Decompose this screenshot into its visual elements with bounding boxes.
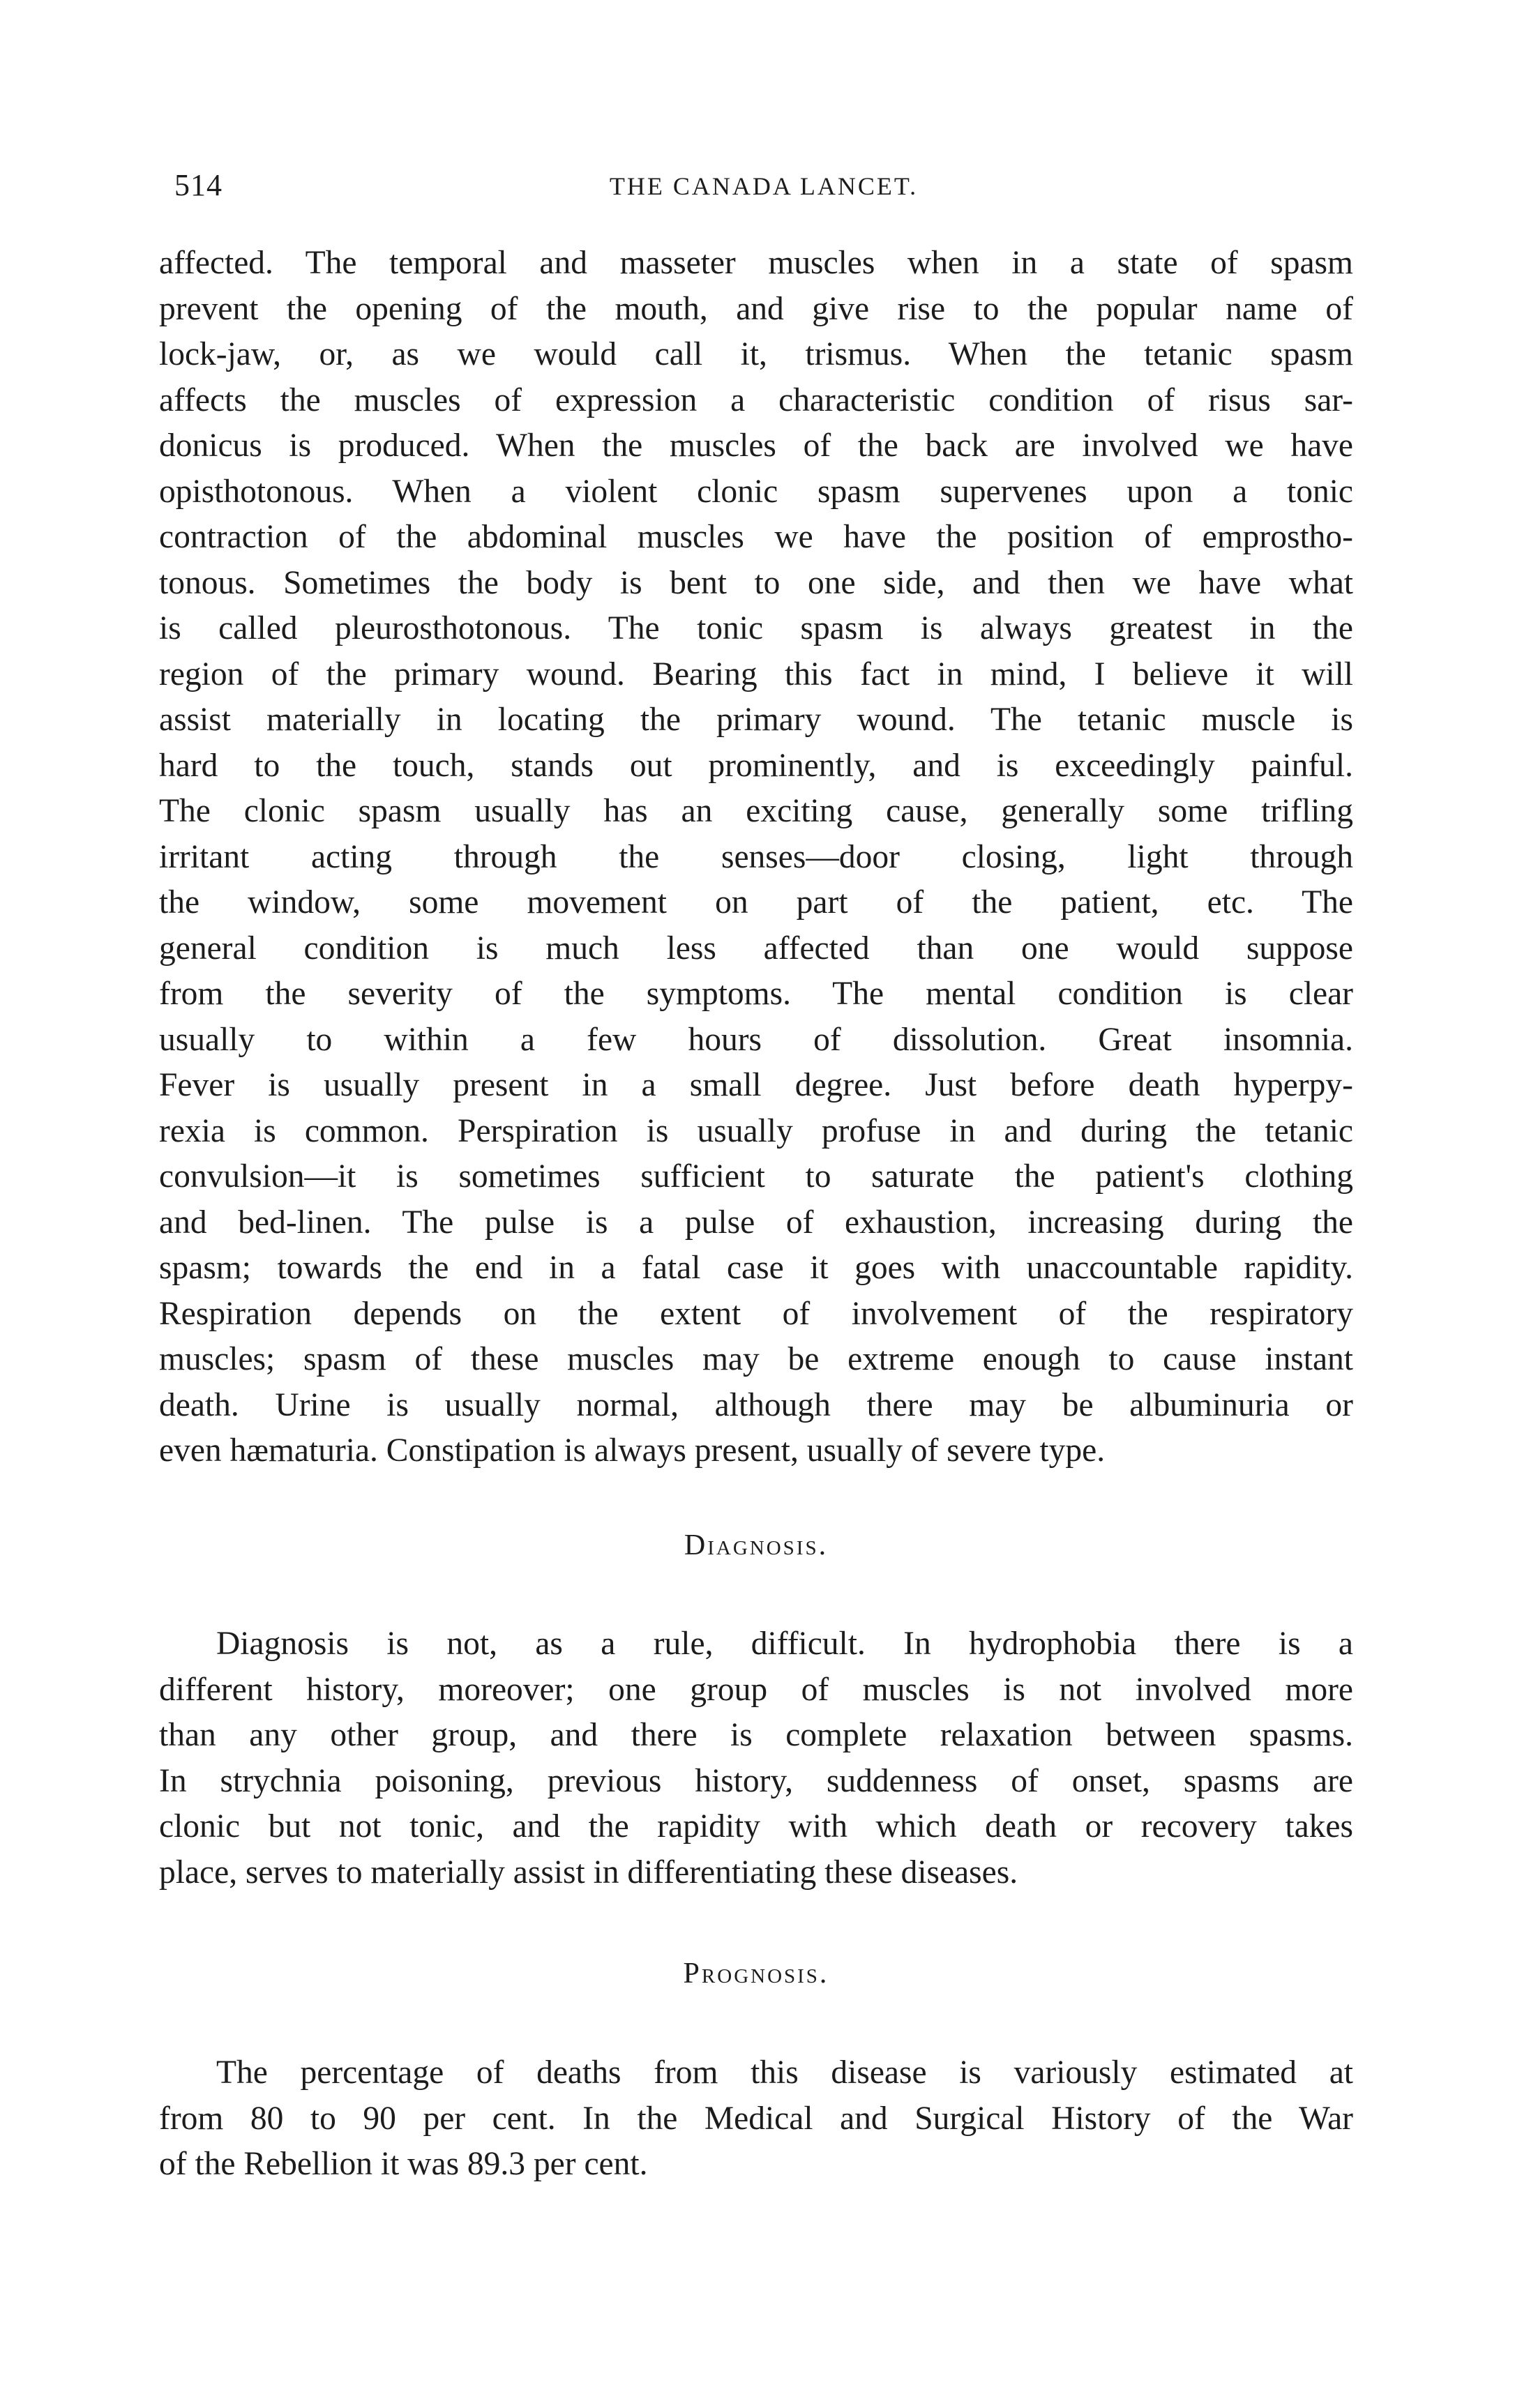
text-line: Fever is usually present in a small degree. Just before death hyperpy- — [159, 1067, 1353, 1103]
text-line: muscles; spasm of these muscles may be extreme enough to cause instant — [159, 1341, 1353, 1377]
text-line: affects the muscles of expression a characteristic condition of risus sar- — [159, 381, 1353, 418]
text-line: death. Urine is usually normal, although there may be albuminuria or — [159, 1386, 1353, 1423]
text-line: clonic but not tonic, and the rapidity with which death or recovery takes — [159, 1808, 1353, 1845]
text-line: from 80 to 90 per cent. In the Medical and Surgical History of the War — [159, 2100, 1353, 2137]
text-line: spasm; towards the end in a fatal case it goes with unaccountable rapidity. — [159, 1250, 1353, 1286]
text-line: of the Rebellion it was 89.3 per cent. — [159, 2146, 648, 2182]
journal-title: THE CANADA LANCET. — [609, 172, 919, 200]
prognosis-paragraph — [159, 2050, 1353, 2188]
page-number: 514 — [174, 168, 223, 202]
text-line: is called pleurosthotonous. The tonic spasm is always greatest in the — [159, 610, 1353, 646]
text-line: contraction of the abdominal muscles we have the position of emprostho- — [159, 519, 1353, 555]
text-line: usually to within a few hours of dissolution. Great insomnia. — [159, 1021, 1353, 1058]
text-line: convulsion—it is sometimes sufficient to saturate the patient's clothing — [159, 1158, 1353, 1195]
text-line: hard to the touch, stands out prominently, and is exceedingly painful. — [159, 747, 1353, 784]
text-line: irritant acting through the senses—door closing, light through — [159, 838, 1353, 875]
text-line: lock-jaw, or, as we would call it, trismus. When the tetanic spasm — [159, 336, 1353, 372]
main-paragraph — [159, 241, 1353, 1474]
text-line: prevent the opening of the mouth, and give rise to the popular name of — [159, 290, 1353, 327]
text-line: the window, some movement on part of the patient, etc. The — [159, 884, 1353, 921]
text-line: Respiration depends on the extent of involvement of the respiratory — [159, 1295, 1353, 1332]
text-line: opisthotonous. When a violent clonic spasm supervenes upon a tonic — [159, 473, 1353, 510]
text-line: from the severity of the symptoms. The mental condition is clear — [159, 976, 1353, 1012]
text-line: tonous. Sometimes the body is bent to one side, and then we have what — [159, 564, 1353, 601]
text-line: Diagnosis is not, as a rule, difficult. In hydrophobia there is a — [216, 1626, 1353, 1662]
diagnosis-paragraph — [159, 1621, 1353, 1895]
text-line: different history, moreover; one group of muscles is not involved more — [159, 1671, 1353, 1708]
text-line: region of the primary wound. Bearing this fact in mind, I believe it will — [159, 656, 1353, 692]
text-line: donicus is produced. When the muscles of the back are involved we have — [159, 427, 1353, 464]
prognosis-heading: Prognosis. — [683, 1958, 829, 1990]
text-line: The percentage of deaths from this disease is variously estimated at — [216, 2054, 1353, 2091]
diagnosis-heading: Diagnosis. — [684, 1529, 829, 1561]
text-line: than any other group, and there is complete relaxation between spasms. — [159, 1717, 1353, 1753]
text-line: assist materially in locating the primary wound. The tetanic muscle is — [159, 702, 1353, 738]
text-line: affected. The temporal and masseter muscles when in a state of spasm — [159, 245, 1353, 281]
text-line: even hæmaturia. Constipation is always present, usually of severe type. — [159, 1432, 1106, 1469]
text-line: rexia is common. Perspiration is usually profuse in and during the tetanic — [159, 1112, 1353, 1149]
text-line: The clonic spasm usually has an exciting cause, generally some trifling — [159, 793, 1353, 829]
text-line: In strychnia poisoning, previous history, suddenness of onset, spasms are — [159, 1762, 1353, 1799]
text-line: and bed-linen. The pulse is a pulse of exhaustion, increasing during the — [159, 1204, 1353, 1241]
running-head — [174, 167, 1353, 209]
text-line: place, serves to materially assist in differentiating these diseases. — [159, 1854, 1018, 1891]
text-line: general condition is much less affected than one would suppose — [159, 930, 1353, 967]
